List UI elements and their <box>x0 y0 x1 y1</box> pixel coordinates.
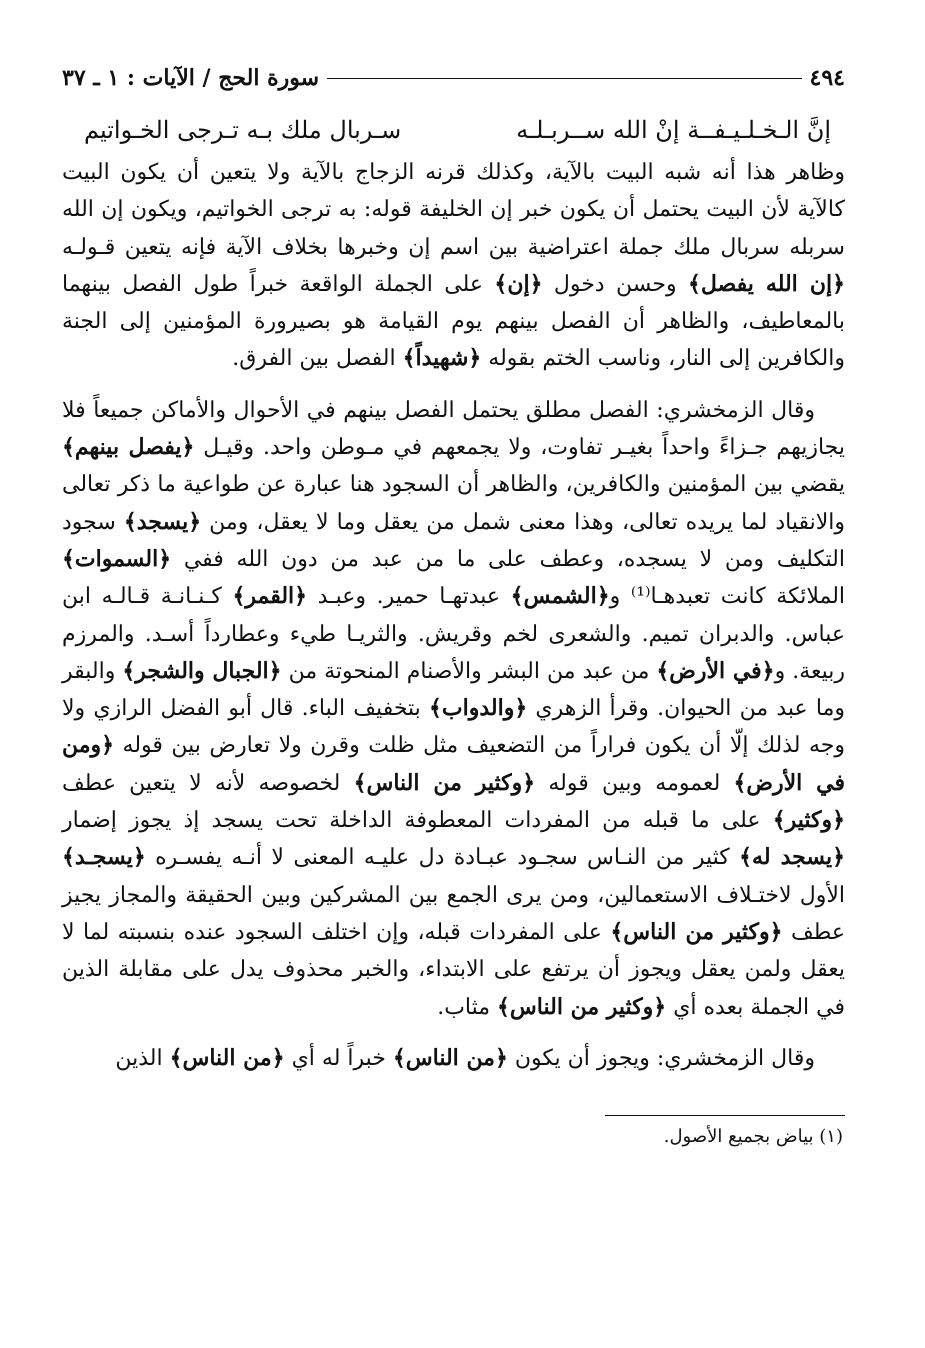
quran-citation: ﴿الجبال والشجر﴾ <box>122 657 282 684</box>
text-run: والبقر وما عبد من الحيوان. وقرأ الزهري <box>62 658 845 722</box>
quran-citation: ﴿القمر﴾ <box>232 583 308 610</box>
quran-citation: ﴿والدواب﴾ <box>429 695 528 722</box>
footnote: (١) بياض بجميع الأصول. <box>663 1126 843 1148</box>
quran-citation: ﴿يسجـد﴾ <box>62 844 146 871</box>
text-run: وحسن دخول <box>542 271 688 297</box>
quran-citation: ﴿الشمس﴾ <box>510 583 610 610</box>
header-rule <box>327 78 801 79</box>
quran-citation: ﴿إن الله يفصل﴾ <box>687 270 845 297</box>
text-run: وقال الزمخشري: ويجوز أن يكون <box>507 1045 815 1071</box>
text-run: سجود التكليف ومن لا يسجده، وعطف على ما من عبد من دون الله ففي <box>62 509 845 572</box>
verse-first-hemistich: إنَّ الـخـلـيـفــة إنْ الله ســربـلـه <box>516 116 831 144</box>
text-run: كـنـانـة قـالـه ابن عباس. والدبران تميم. والشعرى لخم وقريش. والثريـا طيء وعطارداً أسـد. والمرزم ربيعة. و <box>62 584 845 684</box>
text-run: خبراً له أي <box>284 1045 393 1071</box>
text-run: عبدتهـا حمير. وعبـد <box>307 584 511 610</box>
quran-citation: ﴿يسجد﴾ <box>123 508 202 535</box>
footnote-ref: ⁽¹⁾ <box>630 584 651 610</box>
text-run: الأول لاختـلاف الاستعمالين، ومن يرى الجمع بين المشركين وبين الحقيقة والمجاز يجيز عطف <box>62 882 845 945</box>
text-run: الذين <box>115 1045 170 1071</box>
quran-citation: ﴿يفصل بينهم﴾ <box>62 434 195 461</box>
text-run: لعمومه وبين قوله <box>535 770 734 796</box>
text-run: الفصل بين الفرق. <box>232 346 403 372</box>
text-run: وظاهر هذا أنه شبه البيت بالآية، وكذلك قرنه الزجاج بالآية ولا يتعين أن يكون البيت كالآية لأن البيت يحتمل أن يكون خبر إن الخليفة قوله: به ترجى الخواتيم، ويكون إن الله سربله سربال ملك جملة اعتراضية بين اسم إن وخبرها بخلاف الآية فإنه يتعين قـولـه <box>62 160 845 260</box>
quran-citation: ﴿وكثير من الناس﴾ <box>610 918 783 945</box>
text-run: من عبد من البشر والأصنام المنحوتة من <box>281 658 657 684</box>
paragraph-1 <box>62 154 845 378</box>
text-run: مثاب. <box>437 994 498 1020</box>
quran-citation: ﴿إن﴾ <box>494 270 543 297</box>
verse-second-hemistich: سـربال ملك بـه تـرجى الخـواتيم <box>84 116 402 144</box>
text-run: بتخفيف الباء. قال أبو الفضل الرازي ولا وجه لذلك إلّا أن يكون فراراً من التضعيف مثل ظلت وقرن ولا تعارض بين قوله <box>62 696 845 759</box>
text-run: الملائكة كانت تعبدهـا <box>650 584 846 610</box>
quran-citation: ﴿في الأرض﴾ <box>656 657 775 684</box>
paragraph-2 <box>62 392 845 1026</box>
paragraph-3 <box>62 1040 845 1077</box>
quran-citation: ﴿من الناس﴾ <box>392 1044 508 1071</box>
quran-citation: ﴿وكثير من الناس﴾ <box>353 769 536 796</box>
running-head <box>62 58 845 98</box>
footnote-rule <box>605 1115 845 1116</box>
quran-citation: ﴿وكثير﴾ <box>772 807 845 834</box>
quran-citation: ﴿ومن في الأرض﴾ <box>62 732 845 796</box>
text-run: على ما قبله من المفردات المعطوفة الداخلة تحت يسجد إذ يجوز إضمار <box>62 808 773 834</box>
text-run: كثير من النـاس سجـود عبـادة دل عليـه المعنى لا أنـه يفسـره <box>145 845 740 871</box>
text-run: وقال الزمخشري: الفصل مطلق يحتمل الفصل بينهم في الأحوال والأماكن جميعاً فلا يجازيهم جـزاءً واحداً بغيـر تفاوت، ولا يجمعهم في مـوطن واحد. وقيـل <box>62 397 845 461</box>
page-number: ٤٩٤ <box>809 65 845 91</box>
poetry-verse <box>84 116 831 144</box>
quran-citation: ﴿وكثير من الناس﴾ <box>497 993 667 1020</box>
text-run: على الجملة الواقعة خبراً طول الفصل بينهما بالمعاطيف، والظاهر أن الفصل بينهم يوم القيامة هو بصيرورة المؤمنين إلى الجنة والكافرين إلى النار، وناسب الختم بقوله <box>62 271 845 372</box>
quran-citation: ﴿شهيداً﴾ <box>402 345 482 372</box>
text-run: لخصوصه لأنه لا يتعين عطف <box>62 770 354 796</box>
text-run: يقضي بين المؤمنين والكافرين، والظاهر أن السجود هنا عبارة عن طواعية ما ذكر تعالى والانقياد لما يريده تعالى، وهذا معنى شمل من يعقل وما لا يعقل، ومن <box>62 472 845 535</box>
quran-citation: ﴿السموات﴾ <box>62 545 172 572</box>
text-run: على المفردات قبله، وإن اختلف السجود عنده بنسبته لما لا يعقل ولمن يعقل ويجوز أن يرتفع على الابتداء، والخبر محذوف يدل على مقابلة الذين في الجملة بعده أي <box>62 919 845 1020</box>
text-run: و <box>609 584 631 610</box>
quran-citation: ﴿يسجد له﴾ <box>739 844 846 871</box>
chapter-title: سورة الحج / الآيات : ١ ـ ٣٧ <box>62 65 320 91</box>
quran-citation: ﴿من الناس﴾ <box>169 1044 285 1071</box>
